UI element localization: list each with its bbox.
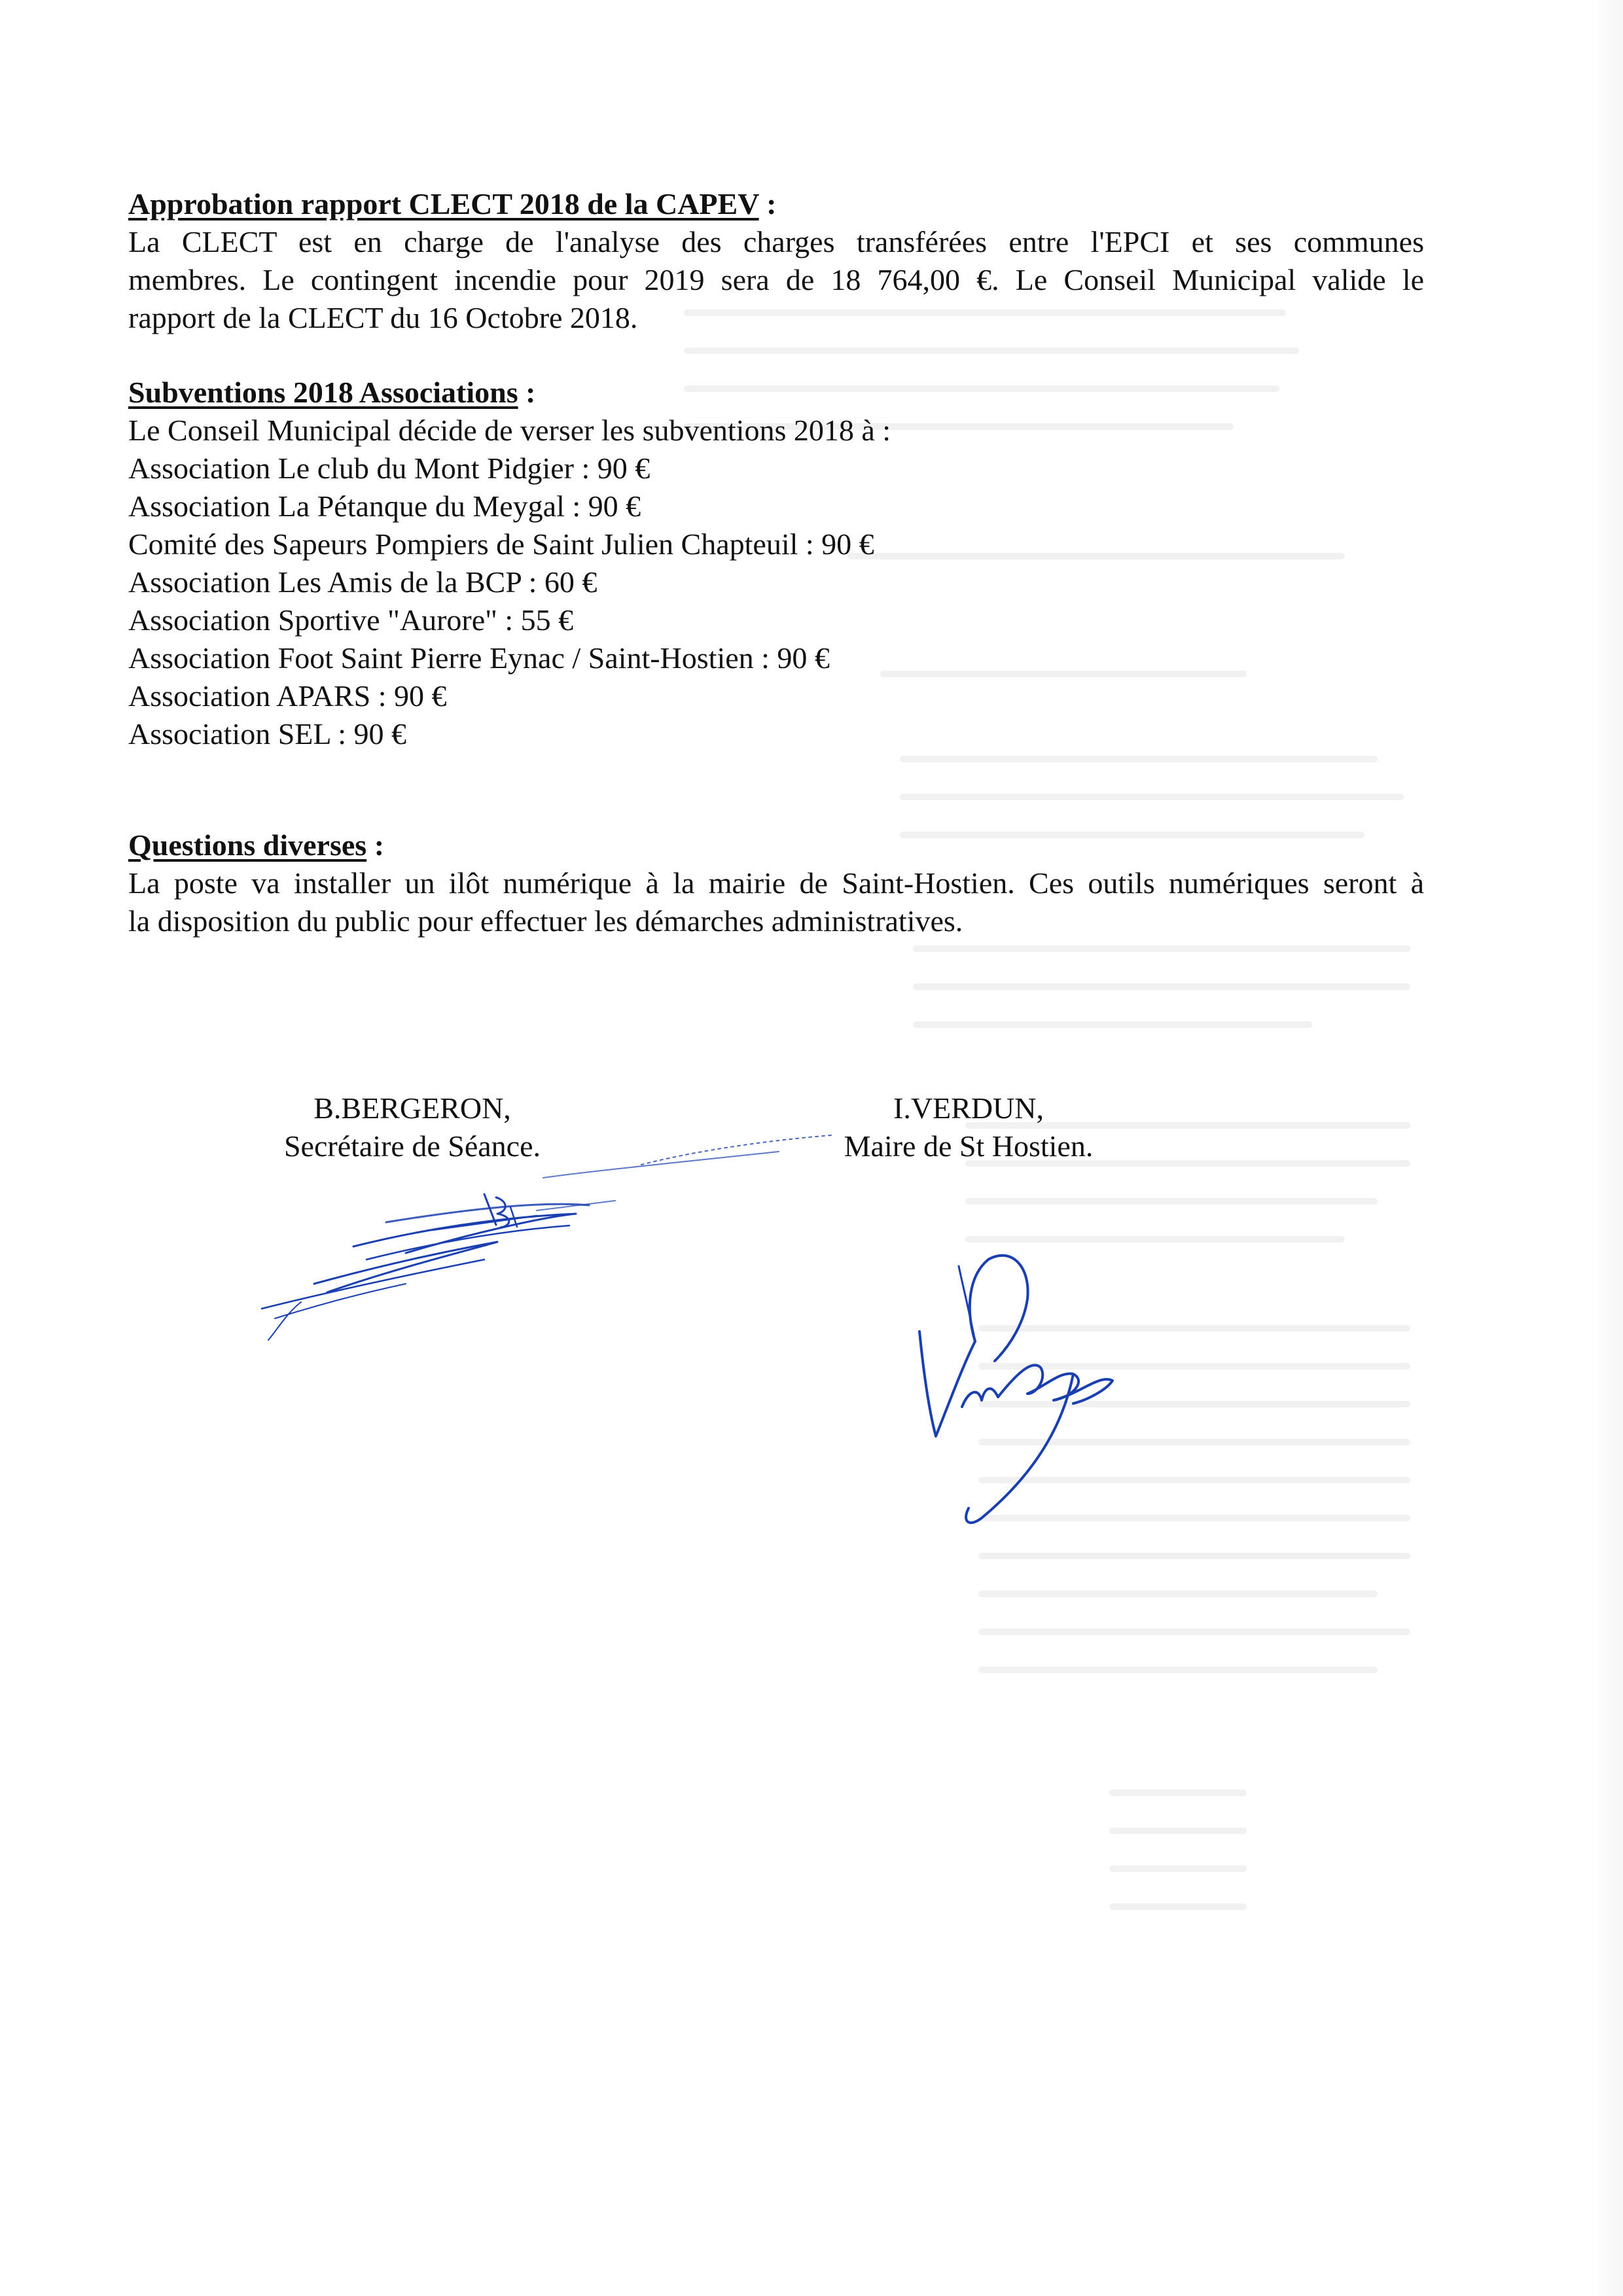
- section-heading-line: Approbation rapport CLECT 2018 de la CAPEV :: [128, 187, 777, 221]
- paragraph-line: La CLECT est en charge de l'analyse des charges transférées entre l'EPCI et ses communes: [128, 225, 1424, 258]
- list-item: Association Foot Saint Pierre Eynac / Saint-Hostien : 90 €: [128, 641, 830, 675]
- section-heading-line: Subventions 2018 Associations :: [128, 376, 536, 409]
- paragraph-line: la disposition du public pour effectuer les démarches administratives.: [128, 904, 963, 938]
- paragraph-line: rapport de la CLECT du 16 Octobre 2018.: [128, 301, 638, 334]
- section-heading: Questions diverses: [128, 828, 367, 862]
- list-item: Association Les Amis de la BCP : 60 €: [128, 565, 597, 599]
- mayor-name: I.VERDUN,: [893, 1091, 1044, 1125]
- list-item: Association Le club du Mont Pidgier : 90 €: [128, 451, 651, 485]
- list-item: Association SEL : 90 €: [128, 717, 407, 751]
- subventions-intro: Le Conseil Municipal décide de verser les subventions 2018 à :: [128, 414, 891, 447]
- list-item: Association APARS : 90 €: [128, 679, 447, 713]
- secretary-name: B.BERGERON,: [313, 1091, 511, 1125]
- list-item: Association La Pétanque du Meygal : 90 €: [128, 489, 641, 523]
- section-heading-line: Questions diverses :: [128, 828, 385, 862]
- paragraph-line: La poste va installer un ilôt numérique à la mairie de Saint-Hostien. Ces outils numériques seront à: [128, 866, 1424, 900]
- section-heading: Approbation rapport CLECT 2018 de la CAPEV: [128, 187, 759, 221]
- section-heading: Subventions 2018 Associations: [128, 376, 518, 409]
- list-item: Association Sportive "Aurore" : 55 €: [128, 603, 574, 637]
- paragraph-line: membres. Le contingent incendie pour 2019 sera de 18 764,00 €. Le Conseil Municipal valide le: [128, 263, 1424, 296]
- mayor-role: Maire de St Hostien.: [844, 1129, 1094, 1163]
- list-item: Comité des Sapeurs Pompiers de Saint Julien Chapteuil : 90 €: [128, 527, 874, 561]
- secretary-role: Secrétaire de Séance.: [283, 1129, 541, 1163]
